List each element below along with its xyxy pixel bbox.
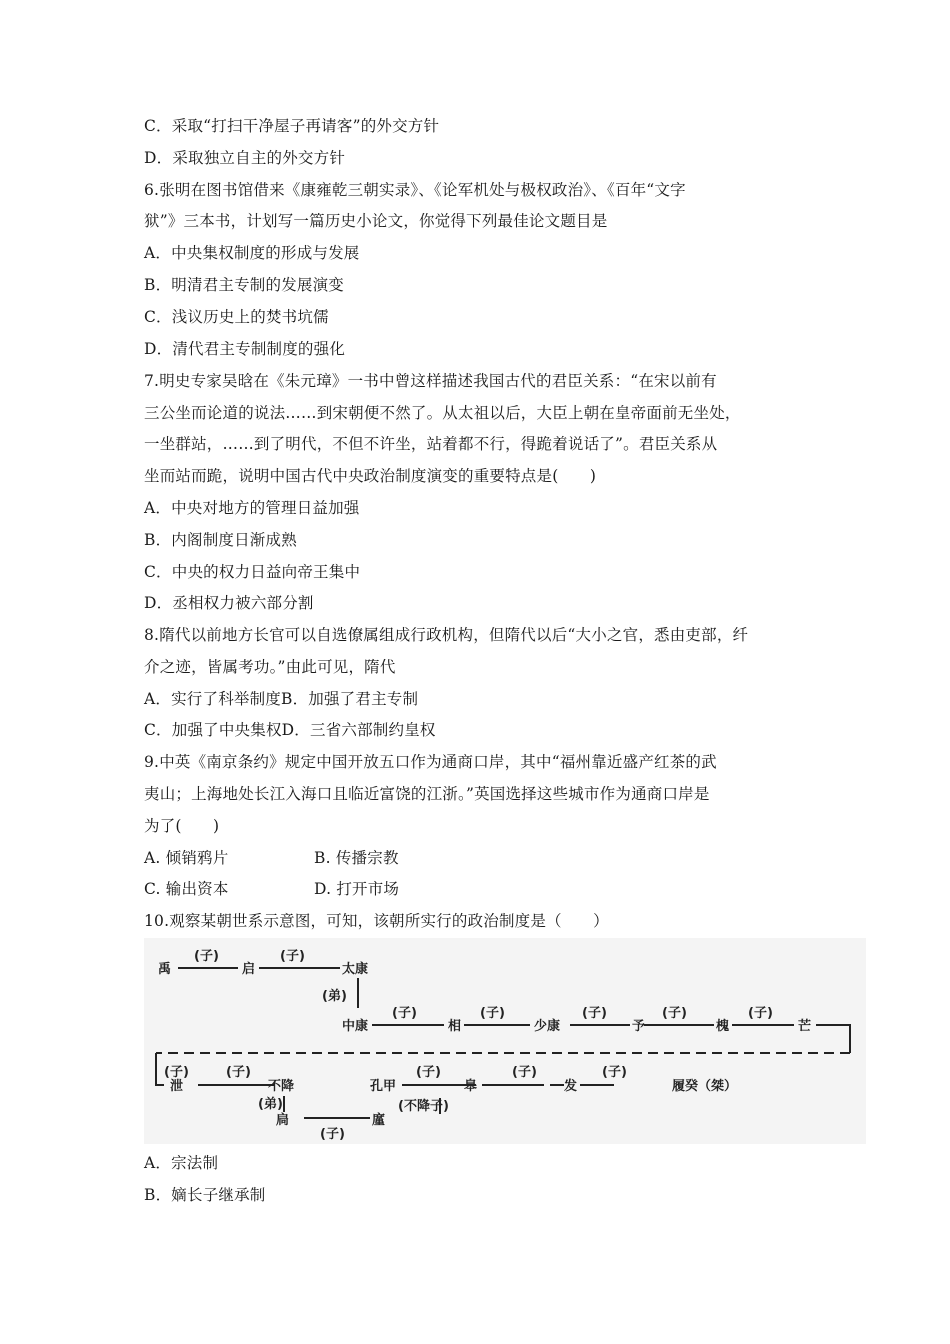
question-6-stem: 6.张明在图书馆借来《康雍乾三朝实录》、《论军机处与极权政治》、《百年“文字 (144, 181, 686, 199)
option-d: D．丞相权力被六部分割 (144, 594, 314, 612)
label-di: (弟) (322, 989, 347, 1004)
label-zi: (子) (662, 1006, 687, 1021)
label-zi: (子) (194, 949, 219, 964)
option-cd: C．加强了中央集权D．三省六部制约皇权 (144, 721, 436, 739)
label-zi: (子) (164, 1065, 189, 1080)
question-9-stem: 为了( ) (144, 817, 220, 835)
question-7-stem: 坐而站而跪，说明中国古代中央政治制度演变的重要特点是( ) (144, 467, 597, 485)
label-zi: (子) (480, 1006, 505, 1021)
q9-options-row-2 (144, 878, 399, 900)
node-yu: 禹 (158, 962, 172, 977)
label-zi: (子) (416, 1065, 441, 1080)
label-zi: (子) (320, 1127, 345, 1142)
question-8-stem: 8.隋代以前地方长官可以自选僚属组成行政机构，但隋代以后“大小之官，悉由吏部，纤 (144, 626, 749, 644)
node-shaokang: 少康 (534, 1019, 561, 1034)
label-di: (弟) (258, 1097, 283, 1112)
label-zi: (子) (280, 949, 305, 964)
node-fa: 发 (564, 1079, 578, 1094)
node-mang: 芒 (798, 1019, 812, 1034)
option-a: A．中央对地方的管理日益加强 (144, 499, 360, 517)
option-d: D. 打开市场 (314, 880, 400, 898)
node-xie: 泄 (170, 1079, 184, 1094)
label-zi: (子) (602, 1065, 627, 1080)
question-7-stem: 三公坐而论道的说法……到宋朝便不然了。从太祖以后，大臣上朝在皇帝面前无坐处， (144, 404, 741, 422)
question-6-stem: 狱”》三本书，计划写一篇历史小论文，你觉得下列最佳论文题目是 (144, 212, 608, 230)
node-zhongkang: 中康 (342, 1019, 369, 1034)
label-bujiangzi: (不降子) (398, 1099, 449, 1114)
genealogy-svg (144, 938, 866, 1144)
q9-options-row-1 (144, 847, 399, 869)
node-qi: 启 (242, 962, 256, 977)
node-lvgui: 履癸（桀） (672, 1079, 738, 1094)
option-c: C. 输出资本 (144, 880, 229, 898)
question-8-stem: 介之迹，皆属考功。”由此可见，隋代 (144, 658, 396, 676)
question-7-stem: 一坐群站，……到了明代，不但不许坐，站着都不行，得跪着说话了”。君臣关系从 (144, 435, 718, 453)
question-9-stem: 夷山；上海地处长江入海口且临近富饶的江浙。”英国选择这些城市作为通商口岸是 (144, 785, 710, 803)
node-bujiang: 不降 (268, 1079, 295, 1094)
option-d: D．清代君主专制制度的强化 (144, 340, 346, 358)
question-7-stem: 7.明史专家吴晗在《朱元璋》一书中曾这样描述我国古代的君臣关系：“在宋以前有 (144, 372, 717, 390)
option-c: C．中央的权力日益向帝王集中 (144, 563, 361, 581)
node-kongjia: 孔甲 (370, 1079, 397, 1094)
node-xiang: 相 (448, 1019, 462, 1034)
question-10-stem: 10.观察某朝世系示意图，可知，该朝所实行的政治制度是（ ） (144, 912, 609, 930)
question-9-stem: 9.中英《南京条约》规定中国开放五口作为通商口岸，其中“福州靠近盛产红茶的武 (144, 753, 717, 771)
label-zi: (子) (226, 1065, 251, 1080)
label-zi: (子) (512, 1065, 537, 1080)
text-line: C．采取“打扫干净屋子再请客”的外交方针 (144, 117, 440, 135)
option-a: A．宗法制 (144, 1154, 219, 1172)
option-a: A．中央集权制度的形成与发展 (144, 244, 360, 262)
node-jin: 廑 (372, 1113, 386, 1128)
option-b: B．内阁制度日渐成熟 (144, 531, 297, 549)
option-b: B．嫡长子继承制 (144, 1186, 266, 1204)
option-c: C．浅议历史上的焚书坑儒 (144, 308, 329, 326)
option-b: B. 传播宗教 (314, 849, 399, 867)
label-zi: (子) (582, 1006, 607, 1021)
genealogy-diagram (144, 938, 866, 1144)
node-zhu: 予 (632, 1019, 646, 1034)
option-a: A. 倾销鸦片 (144, 849, 229, 867)
node-gao: 皋 (464, 1079, 478, 1094)
node-taikang: 太康 (342, 962, 369, 977)
node-jiong: 扃 (276, 1113, 290, 1128)
node-huai: 槐 (716, 1019, 730, 1034)
label-zi: (子) (392, 1006, 417, 1021)
option-ab: A．实行了科举制度B．加强了君主专制 (144, 690, 419, 708)
label-zi: (子) (748, 1006, 773, 1021)
option-b: B．明清君主专制的发展演变 (144, 276, 344, 294)
text-line: D．采取独立自主的外交方针 (144, 149, 346, 167)
